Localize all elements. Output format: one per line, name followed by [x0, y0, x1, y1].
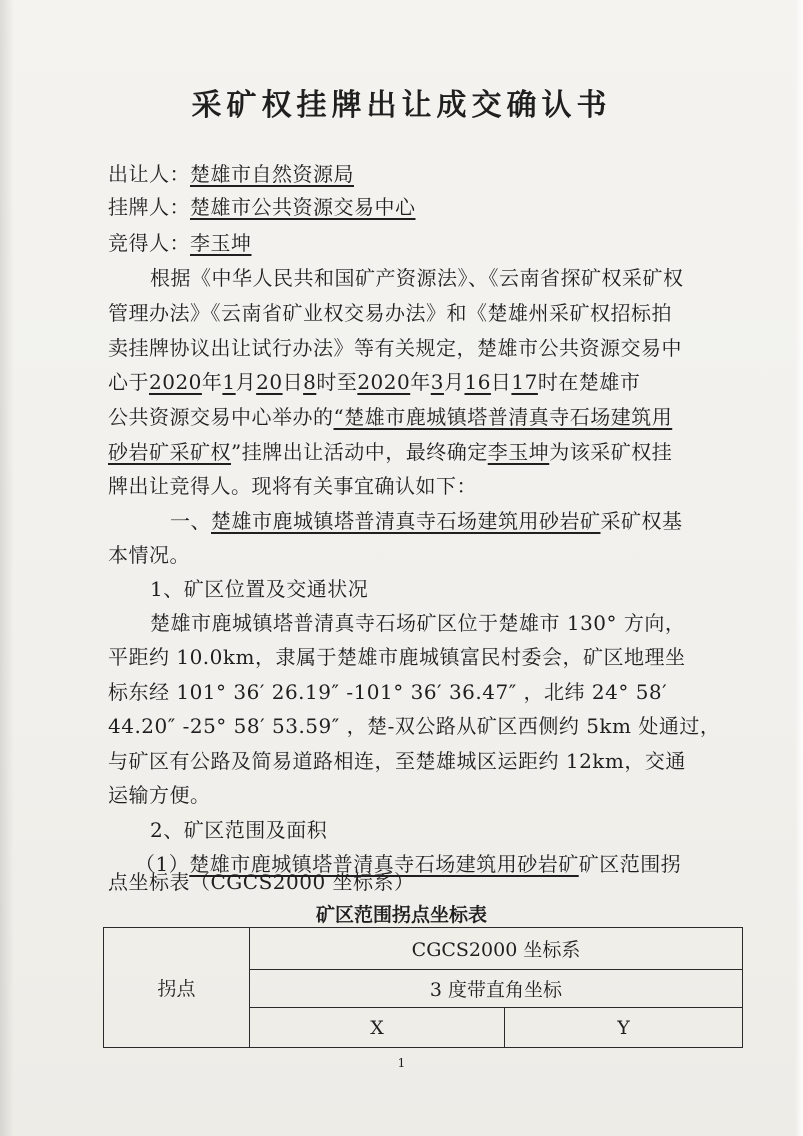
table-header-y: Y: [505, 1008, 743, 1048]
mining-right-name: 砂岩矿采矿权: [108, 440, 231, 464]
text-fragment: 时在楚雄市: [537, 370, 641, 394]
table-header-subsystem: 3 度带直角坐标: [250, 970, 743, 1008]
text-fragment: 时至: [316, 370, 358, 394]
body-line: [108, 401, 672, 430]
text-fragment: 年: [201, 370, 223, 394]
table-caption: 矿区范围拐点坐标表: [315, 904, 487, 926]
winner-name: 李玉坤: [487, 440, 550, 464]
table-row-header: 拐点: [104, 928, 250, 1048]
scan-edge-shadow: [0, 0, 14, 1136]
body-line: 44.20″ -25° 58′ 53.59″ ，楚-双公路从矿区西侧约 5km 处通过，: [108, 714, 721, 738]
end-day: 16: [464, 370, 491, 394]
body-line: 点坐标表（CGCS2000 坐标系）: [108, 870, 415, 894]
text-fragment: 公共资源交易中心举办的: [108, 405, 334, 429]
start-year: 2020: [149, 370, 202, 394]
mine-name: 楚雄市鹿城镇塔普清真寺石场建筑用砂岩矿: [189, 852, 579, 876]
table-header-x: X: [250, 1008, 505, 1048]
start-month: 1: [222, 370, 236, 394]
body-line: 卖挂牌协议出让试行办法》等有关规定，楚雄市公共资源交易中: [108, 336, 682, 360]
start-hour: 8: [303, 370, 317, 394]
text-fragment: 矿区范围拐: [578, 852, 682, 876]
text-fragment: ”挂牌出让活动中，最终确定: [231, 440, 488, 464]
winner-line: [108, 227, 252, 256]
transferor-label: 出让人：: [108, 162, 190, 186]
mine-name: 楚雄市鹿城镇塔普清真寺石场建筑用砂岩矿: [211, 509, 601, 533]
body-line: 管理办法》《云南省矿业权交易办法》和《楚雄州采矿权招标拍: [108, 301, 672, 325]
text-fragment: 采矿权基: [600, 509, 683, 533]
document-title: 采矿权挂牌出让成交确认书: [191, 88, 612, 123]
coordinate-table: [103, 927, 743, 1048]
body-line: 标东经 101° 36′ 26.19″ -101° 36′ 36.47″ ，北纬 24° 58′: [108, 680, 668, 704]
section-number: 一、: [170, 509, 211, 533]
text-fragment: 年: [410, 370, 431, 394]
body-line: 楚雄市鹿城镇塔普清真寺石场矿区位于楚雄市 130° 方向，: [150, 611, 686, 635]
body-line: 与矿区有公路及简易道路相连，至楚雄城区运距约 12km，交通: [108, 749, 686, 773]
page-number: 1: [397, 1056, 406, 1070]
end-hour: 17: [511, 370, 538, 394]
text-fragment: 日: [282, 370, 304, 394]
end-month: 3: [430, 370, 444, 394]
text-fragment: 心于: [108, 370, 149, 394]
lister-line: [108, 191, 416, 220]
body-line: 根据《中华人民共和国矿产资源法》、《云南省探矿权采矿权: [150, 266, 684, 290]
body-line: [108, 436, 672, 465]
body-line-dates: [108, 366, 640, 395]
mining-right-name: “楚雄市鹿城镇塔普清真寺石场建筑用: [333, 405, 673, 429]
scan-right-edge: [795, 0, 803, 1136]
lister-label: 挂牌人：: [108, 195, 190, 219]
winner-value: 李玉坤: [190, 231, 252, 255]
section-heading: [170, 505, 683, 534]
body-line: 平距约 10.0km，隶属于楚雄市鹿城镇富民村委会，矿区地理坐: [108, 645, 686, 669]
text-fragment: 月: [443, 370, 465, 394]
body-line: 牌出让竞得人。现将有关事宜确认如下：: [108, 474, 477, 498]
transferor-line: [108, 158, 354, 187]
text-fragment: 为该采矿权挂: [549, 440, 673, 464]
start-day: 20: [256, 370, 283, 394]
text-fragment: 月: [235, 370, 257, 394]
winner-label: 竞得人：: [108, 231, 190, 255]
lister-value: 楚雄市公共资源交易中心: [190, 195, 416, 219]
table-header-system: CGCS2000 坐标系: [250, 928, 743, 970]
transferor-value: 楚雄市自然资源局: [190, 162, 354, 186]
body-line: 本情况。: [108, 543, 190, 567]
end-year: 2020: [357, 370, 411, 394]
item-number: （1）: [135, 852, 190, 876]
subsection-heading: 2、矿区范围及面积: [150, 818, 328, 842]
text-fragment: 日: [490, 370, 512, 394]
body-line: 运输方便。: [108, 783, 211, 807]
subsection-heading: 1、矿区位置及交通状况: [150, 577, 369, 601]
